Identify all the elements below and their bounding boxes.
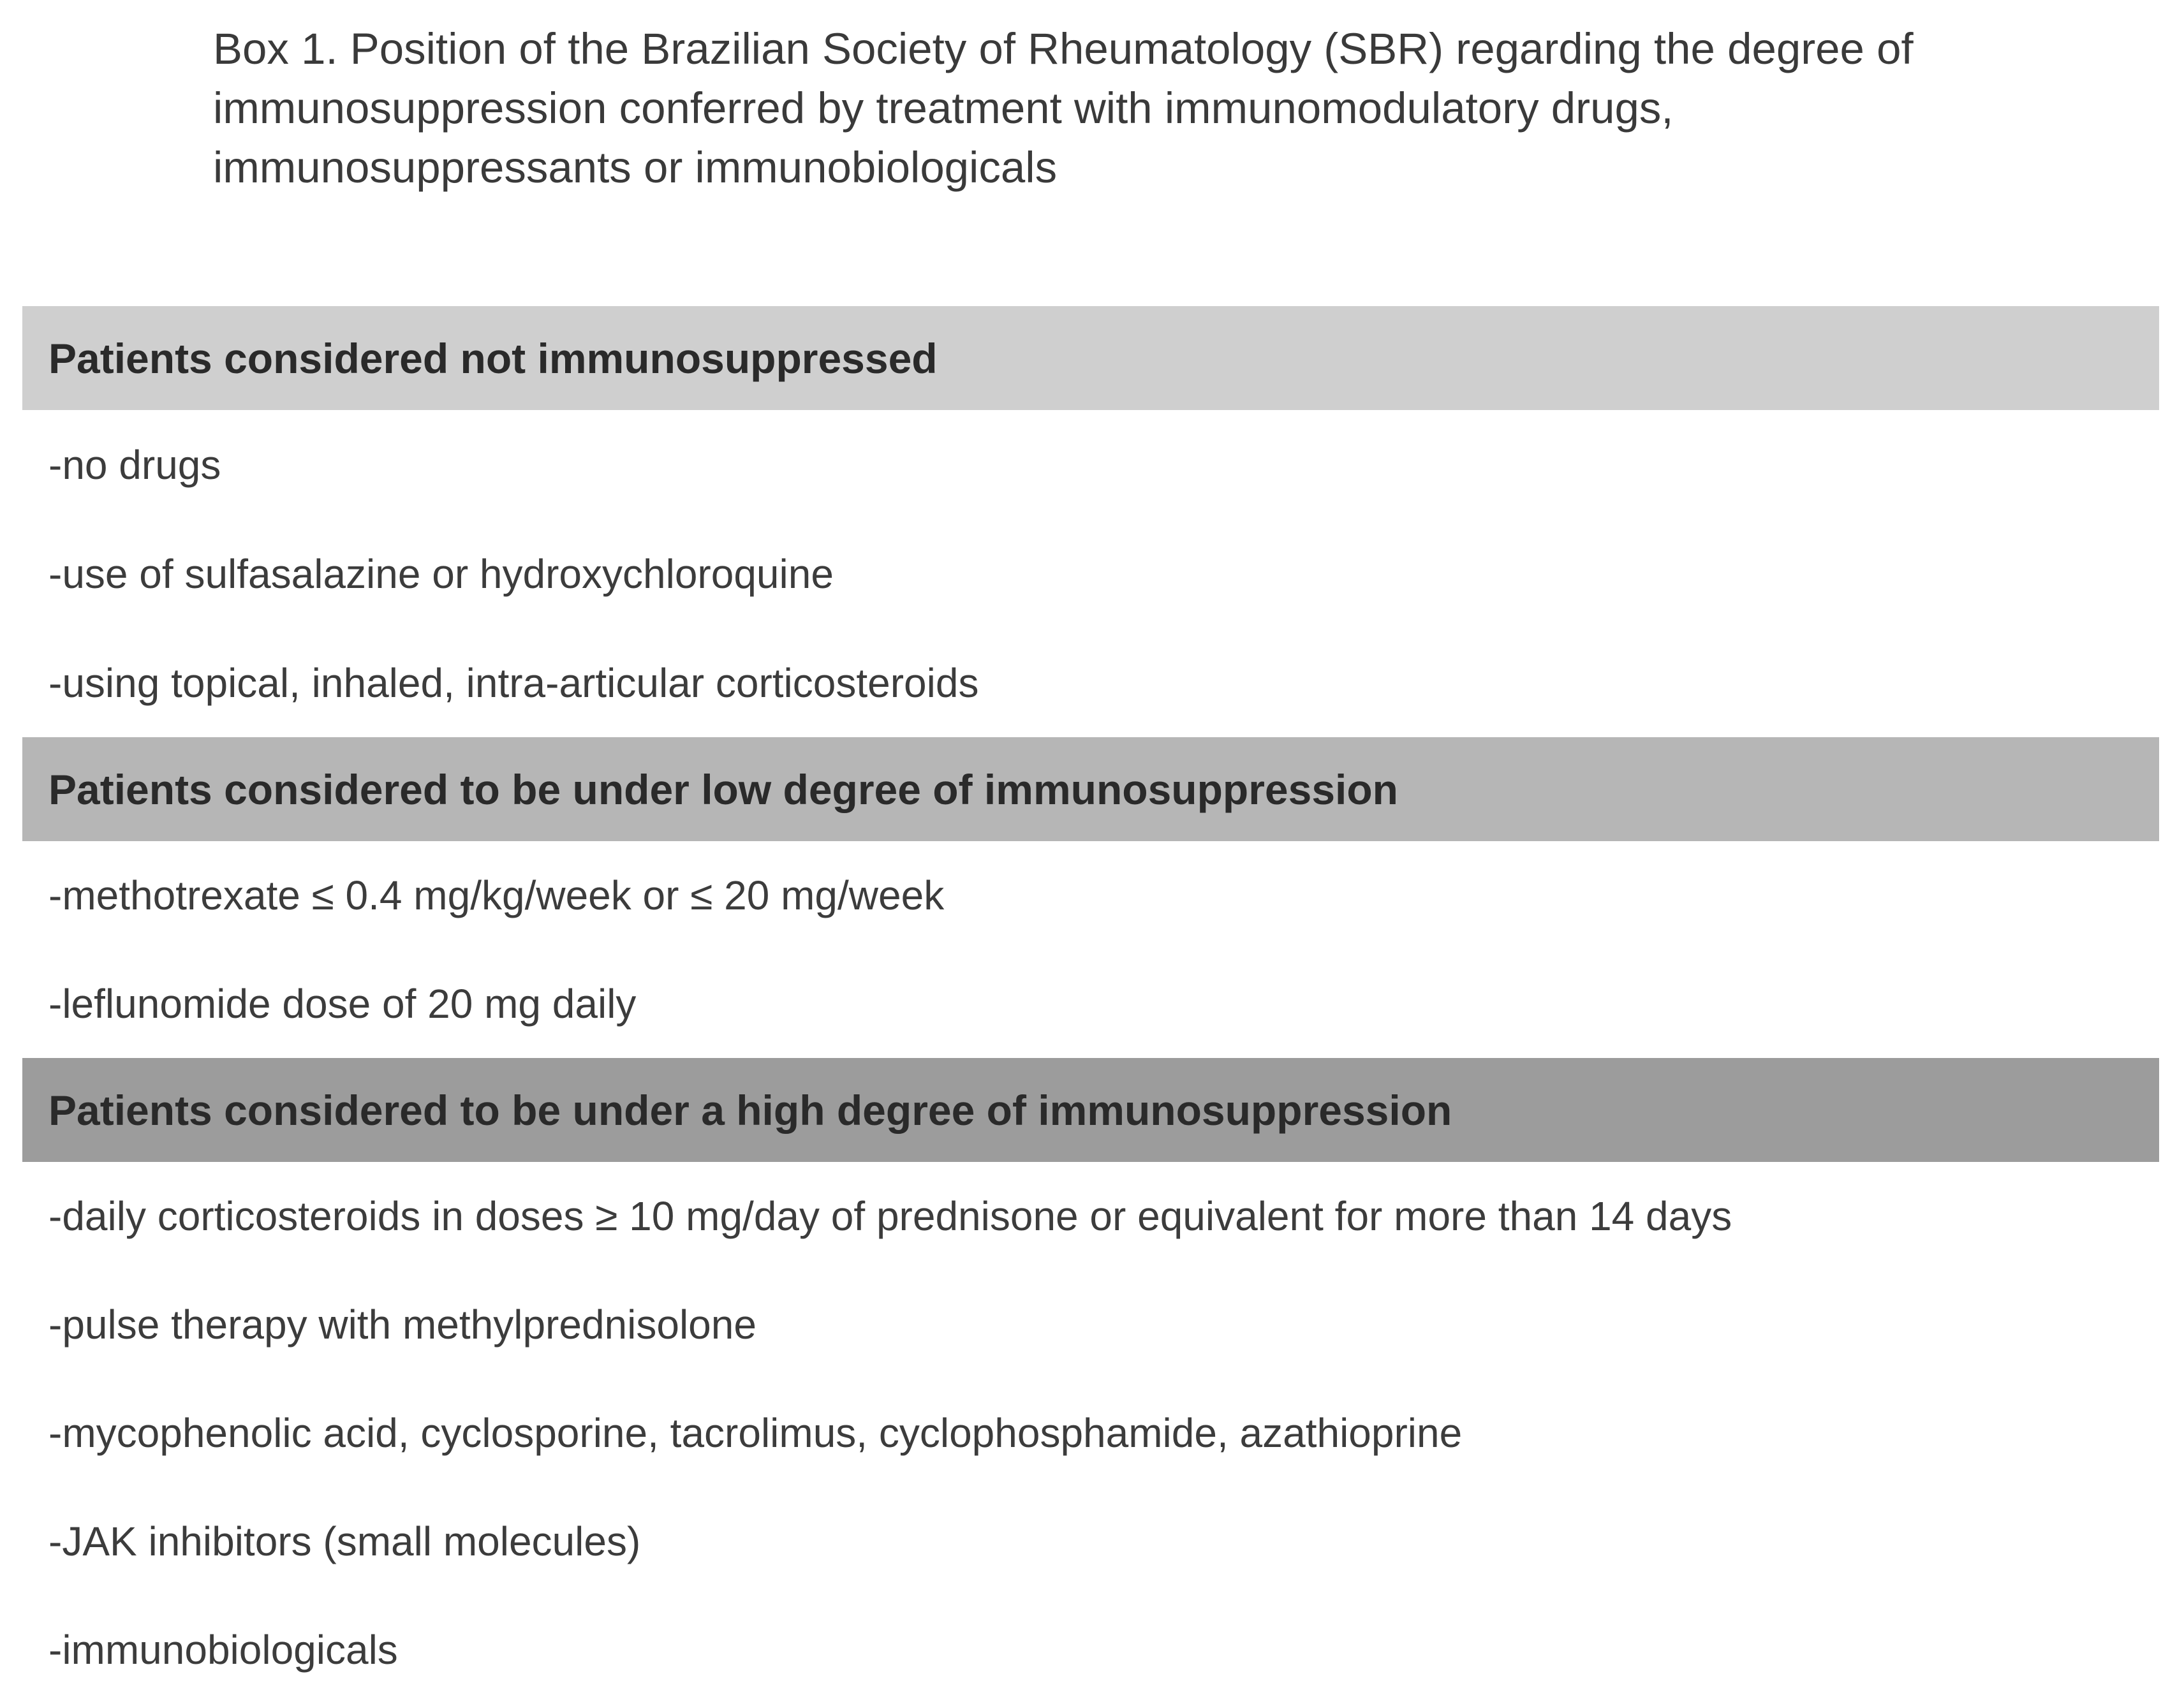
list-item: -daily corticosteroids in doses ≥ 10 mg/day of prednisone or equivalent for more than 14 days xyxy=(48,1193,1732,1239)
immunosuppression-box xyxy=(22,306,2159,1704)
section-low-immunosuppression xyxy=(22,737,2159,1058)
list-item: -mycophenolic acid, cyclosporine, tacrolimus, cyclophosphamide, azathioprine xyxy=(48,1410,1463,1456)
section-high-immunosuppression xyxy=(22,1058,2159,1704)
list-item: -JAK inhibitors (small molecules) xyxy=(48,1518,641,1564)
section-header: Patients considered to be under a high degree of immunosuppression xyxy=(22,1058,2159,1162)
box-caption: Box 1. Position of the Brazilian Society of Rheumatology (SBR) regarding the degree of immunosuppression conferred by treatment with immunomodulatory drugs, immunosuppressants or immunobiologicals xyxy=(213,24,1914,192)
list-item: -immunobiologicals xyxy=(48,1627,398,1673)
list-item: -no drugs xyxy=(48,441,221,488)
section-not-immunosuppressed xyxy=(22,306,2159,737)
list-item: -use of sulfasalazine or hydroxychloroquine xyxy=(48,550,834,597)
list-item: -methotrexate ≤ 0.4 mg/kg/week or ≤ 20 mg/week xyxy=(48,872,945,918)
list-item: -pulse therapy with methylprednisolone xyxy=(48,1302,756,1348)
list-item: -using topical, inhaled, intra-articular corticosteroids xyxy=(48,659,979,706)
section-header: Patients considered not immunosuppressed xyxy=(22,306,2159,410)
list-item: -leflunomide dose of 20 mg daily xyxy=(48,981,637,1027)
section-header: Patients considered to be under low degree of immunosuppression xyxy=(22,737,2159,841)
